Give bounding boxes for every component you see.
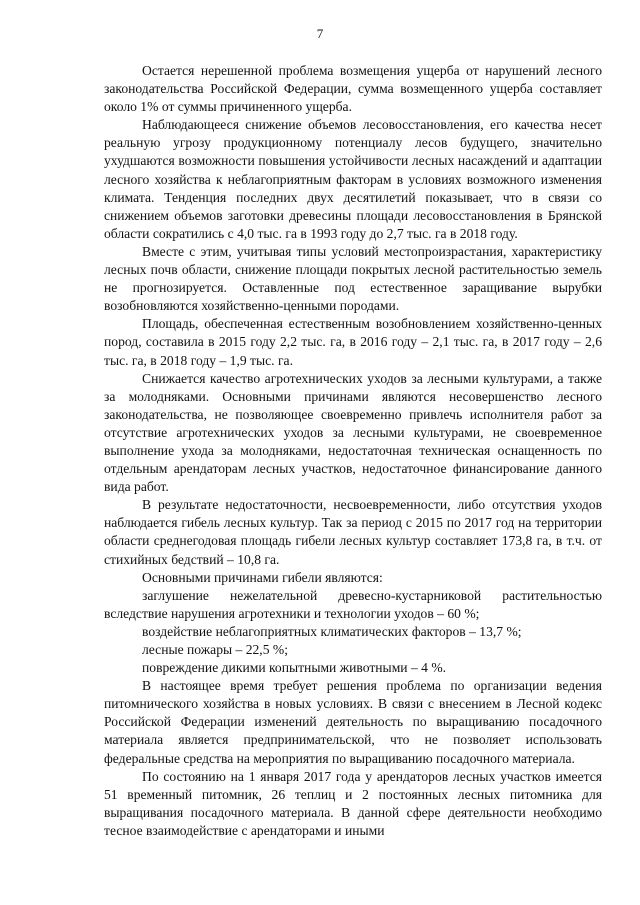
paragraph-forest-cover-forecast: Вместе с этим, учитывая типы условий местопроизрастания, характеристику лесных почв области, снижение площади покрытых лесной растительностью земель не прогнозируется. Оставленные под естественное заращивание вырубки возобновляются хозяйственно-ценными породами.: [104, 243, 602, 314]
list-item-cause-ungulates: повреждение дикими копытными животными – 4 %.: [142, 660, 447, 676]
document-body: [104, 62, 602, 840]
paragraph-agrotechnical-care: Снижается качество агротехнических уходов за лесными культурами, а также за молодняками. Основными причинами являются несовершенство лесного законодательства, не позволяющее своевременно привлечь исполнителя работ за отсутствие агротехнических уходов за лесными культурами, не своевременное выполнение ухода за молодняками, недостаточная техническая оснащенность по отдельным арендаторам лесных участков, недостаточное финансирование данного вида работ.: [104, 370, 602, 495]
paragraph-crop-losses: В результате недостаточности, несвоевременности, либо отсутствия уходов наблюдается гибель лесных культур. Так за период с 2015 по 2017 год на территории области среднегодовая площадь гибели лесных культур составляет 173,8 га, в т.ч. от стихийных бедствий – 10,8 га.: [104, 497, 602, 567]
page-number: 7: [316, 26, 324, 41]
paragraph-causes-heading: Основными причинами гибели являются:: [142, 569, 383, 585]
paragraph-natural-regeneration: Площадь, обеспеченная естественным возобновлением хозяйственно-ценных пород, составила в 2015 году 2,2 тыс. га, в 2016 году – 2,1 тыс. га, в 2017 году – 2,6 тыс. га, в 2018 году – 1,9 тыс. га.: [104, 316, 602, 368]
paragraph-damage-compensation: Остается нерешенной проблема возмещения ущерба от нарушений лесного законодательства Российской Федерации, сумма возмещенного ущерба составляет около 1% от суммы причиненного ущерба.: [104, 63, 602, 115]
paragraph-nursery-status: По состоянию на 1 января 2017 года у арендаторов лесных участков имеется 51 временный питомник, 26 теплиц и 2 постоянных лесных питомника для выращивания посадочного материала. В данной сфере деятельности необходимо тесное взаимодействие с арендаторами и иными: [104, 768, 602, 838]
list-item-cause-climate: воздействие неблагоприятных климатических факторов – 13,7 %;: [142, 623, 522, 639]
paragraph-reforestation-decline: Наблюдающееся снижение объемов лесовосстановления, его качества несет реальную угрозу продукционному потенциалу лесов будущего, значительно ухудшаются возможности повышения устойчивости лесных насаждений и адаптации лесного хозяйства к неблагоприятным факторам в условиях возможного изменения климата. Тенденция последних двух десятилетий показывает, что в связи со снижением объемов заготовки древесины площади лесовосстановления в Брянской области сократились с 4,0 тыс. га в 1993 году до 2,7 тыс. га в 2018 году.: [104, 117, 602, 241]
list-item-cause-fires: лесные пожары – 22,5 %;: [142, 642, 289, 657]
list-item-cause-overgrowth: заглушение нежелательной древесно-кустарниковой растительностью вследствие нарушения агротехники и технологии уходов – 60 %;: [104, 587, 602, 621]
paragraph-nursery-management: В настоящее время требует решения проблема по организации ведения питомнического хозяйства в новых условиях. В связи с внесением в Лесной кодекс Российской Федерации изменений деятельность по выращиванию посадочного материала является предпринимательской, что не позволяет использовать федеральные средства на мероприятия по выращиванию посадочного материала.: [104, 678, 602, 766]
